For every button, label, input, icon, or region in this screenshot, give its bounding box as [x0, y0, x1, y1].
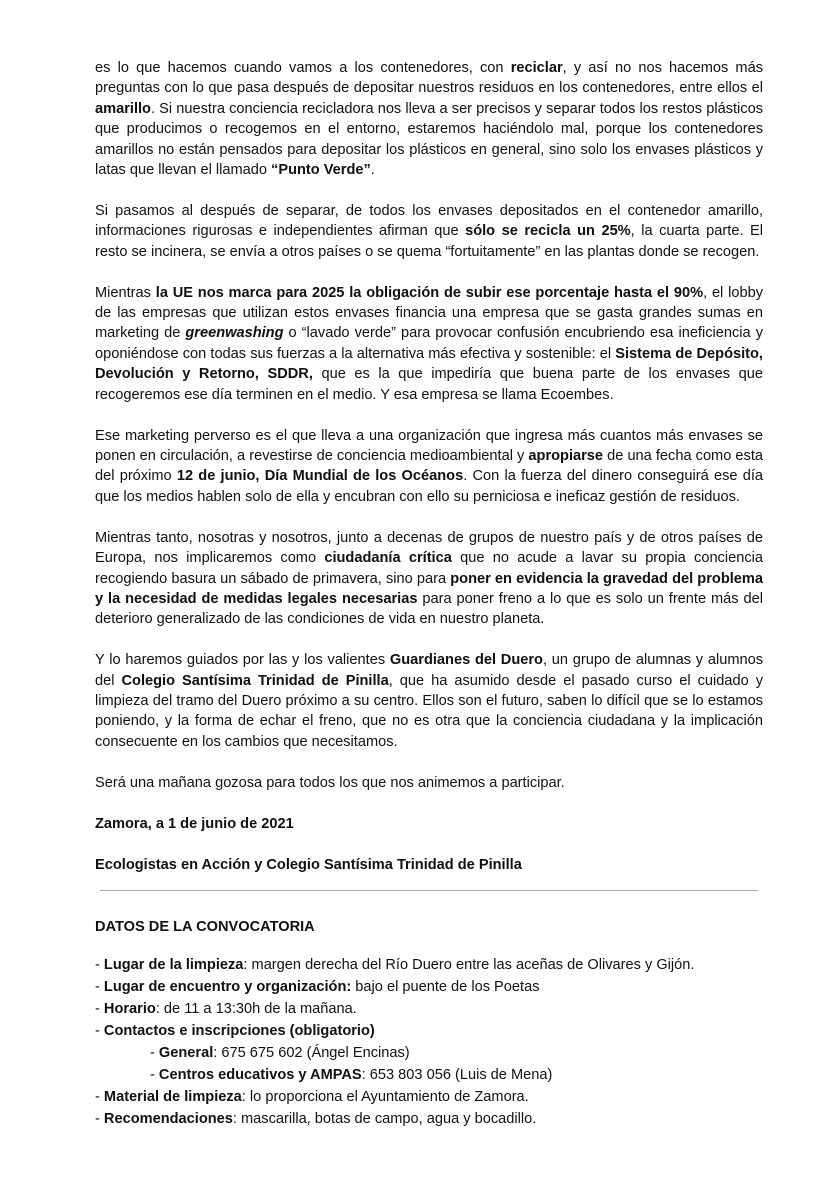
convocatoria-item [95, 998, 763, 1020]
bold-text: Contactos e inscripciones (obligatorio) [103, 1023, 375, 1039]
bold-text: apropiarse [528, 448, 604, 464]
paragraph [95, 426, 763, 508]
bold-text: Lugar de la limpieza [103, 957, 244, 973]
emphasis-text: greenwashing [185, 325, 284, 342]
paragraph [95, 814, 763, 834]
text-run: , que ha asumido desde el pasado curso el cuidado y limpieza del tramo del Duero próximo a su centro. Ellos son el futuro, saben lo difícil que se lo estamos poniendo, y la forma de echar el freno, que no es otra que la conciencia ciudadana y la implicación consecuente en los cambios que necesitamos. [95, 672, 763, 750]
convocatoria-list [95, 954, 763, 1130]
text-run: - [95, 957, 104, 973]
text-run: es lo que hacemos cuando vamos a los contenedores, con [95, 60, 511, 76]
text-run: Y lo haremos guiados por las y los valientes [95, 652, 390, 669]
text-run: Ese marketing perverso es el que lleva a una organización que ingresa más cuantos más envases se ponen en circulación, a revestirse de conciencia medioambiental y [95, 427, 763, 464]
bold-text: Centros educativos y AMPAS [158, 1067, 362, 1083]
paragraph [95, 855, 763, 875]
text-run: , el lobby de las empresas que utilizan estos envases financia una empresa que se gasta grandes sumas en marketing de [95, 284, 763, 342]
paragraph [95, 773, 763, 793]
bold-text: Colegio Santísima Trinidad de Pinilla [121, 672, 389, 689]
bold-text: 12 de junio, Día Mundial de los Océanos [176, 468, 464, 485]
text-run: : mascarilla, botas de campo, agua y bocadillo. [232, 1111, 537, 1127]
contact-item [95, 1064, 763, 1086]
text-run: : margen derecha del Río Duero entre las aceñas de Olivares y Gijón. [243, 957, 695, 973]
text-run: . [370, 162, 375, 179]
text-run: , la cuarta parte. El resto se incinera, se envía a otros países o se quema “fortuitamente” en las plantas donde se recogen. [95, 223, 763, 260]
convocatoria-item [95, 976, 763, 998]
text-run: , y así no nos hacemos más preguntas con lo que pasa después de depositar nuestros residuos en los contenedores, entre ellos el [95, 60, 763, 97]
paragraph [95, 201, 763, 262]
text-run: bajo el puente de los Poetas [351, 979, 540, 995]
text-run: , un grupo de alumnas y alumnos del [95, 652, 764, 689]
text-run: que no acude a lavar su propia conciencia recogiendo basura un sábado de primavera, sino para [95, 550, 763, 587]
text-run: Mientras [95, 284, 156, 301]
bold-text: amarillo [95, 100, 151, 117]
convocatoria-item [95, 1020, 763, 1042]
paragraph [95, 528, 763, 630]
convocatoria-item [95, 1086, 763, 1108]
text-run: Mientras tanto, nosotras y nosotros, junto a decenas de grupos de nuestro país y de otros países de Europa, nos implicaremos como [95, 529, 763, 567]
bold-text: “Punto Verde” [271, 162, 371, 179]
bold-text: Sistema de Depósito, Devolución y Retorno, SDDR, [95, 345, 763, 383]
text-run: : 653 803 056 (Luis de Mena) [361, 1067, 553, 1083]
text-run: : de 11 a 13:30h de la mañana. [155, 1001, 357, 1017]
convocatoria-item [95, 1108, 763, 1130]
text-run: . Con la fuerza del dinero conseguirá ese día que los medios hablen solo de ella y encubran con ello su perniciosa e ineficaz gestión de residuos. [95, 468, 764, 505]
bold-text: Zamora, a 1 de junio de 2021 [95, 815, 294, 832]
paragraph [95, 650, 763, 752]
document-body [95, 58, 763, 896]
bold-text: Recomendaciones [103, 1111, 233, 1127]
text-run: - [95, 979, 104, 995]
bold-text: Lugar de encuentro y organización: [103, 979, 352, 995]
convocatoria-section [95, 916, 763, 1130]
convocatoria-title: DATOS DE LA CONVOCATORIA [95, 919, 315, 935]
text-run: - [95, 1001, 104, 1017]
text-run: - [95, 1089, 104, 1105]
bold-text: General [158, 1045, 214, 1061]
text-run: . Si nuestra conciencia recicladora nos lleva a ser precisos y separar todos los restos plásticos que producimos o recogemos en el entorno, estaremos haciéndolo mal, porque los contenedores amarillos no están pensados para depositar los plásticos en general, sino solo los envases plásticos y latas que llevan el llamado [95, 100, 763, 179]
text-run: : lo proporciona el Ayuntamiento de Zamora. [241, 1089, 529, 1105]
text-run: para poner freno a lo que es solo un frente más del deterioro generalizado de las condiciones de vida en nuestro planeta. [95, 590, 763, 628]
text-run: - [95, 1111, 104, 1127]
text-run: - [150, 1045, 159, 1061]
convocatoria-item [95, 954, 763, 976]
bold-text: reciclar [510, 60, 563, 76]
bold-text: ciudadanía crítica [324, 550, 452, 567]
text-run: que es la que impediría que buena parte de los envases que recogeremos ese día terminen en el medio. Y esa empresa se llama Ecoembes. [95, 366, 763, 403]
text-run: o “lavado verde” para provocar confusión encubriendo esa ineficiencia y oponiéndose con todas sus fuerzas a la alternativa más efectiva y sostenible: el [95, 325, 763, 362]
contact-item [95, 1042, 763, 1064]
paragraph [95, 283, 763, 405]
text-run: - [150, 1067, 159, 1083]
bold-text: sólo se recicla un 25% [465, 223, 631, 240]
text-run: : 675 675 602 (Ángel Encinas) [213, 1045, 410, 1061]
text-run: Será una mañana gozosa para todos los que nos animemos a participar. [95, 774, 565, 791]
bold-text: la UE nos marca para 2025 la obligación de subir ese porcentaje hasta el 90% [155, 284, 704, 301]
bold-text: Horario [103, 1001, 156, 1017]
paragraph [95, 58, 763, 180]
text-run: Si pasamos al después de separar, de todos los envases depositados en el contenedor amarillo, informaciones rigurosas e independientes afirman que [95, 202, 763, 240]
horizontal-divider [100, 890, 758, 891]
bold-text: Ecologistas en Acción y Colegio Santísima Trinidad de Pinilla [95, 856, 522, 873]
bold-text: Material de limpieza [103, 1089, 242, 1105]
text-run: - [95, 1023, 104, 1039]
bold-text: poner en evidencia la gravedad del problema y la necesidad de medidas legales necesarias [95, 570, 763, 607]
bold-text: Guardianes del Duero [389, 652, 543, 669]
text-run: de una fecha como esta del próximo [95, 448, 763, 485]
